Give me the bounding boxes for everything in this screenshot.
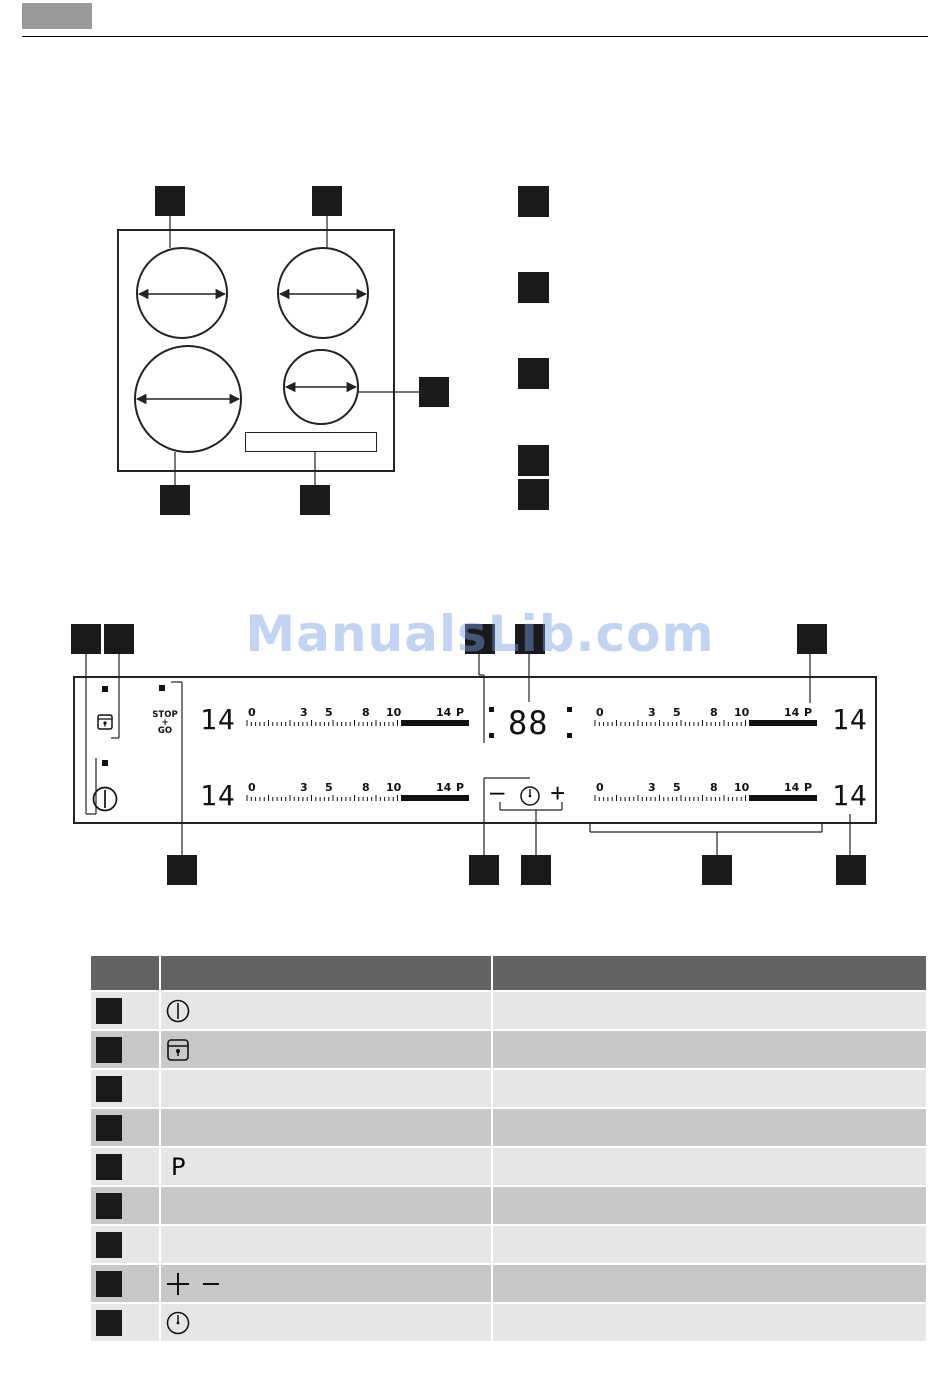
power-slider[interactable] [591, 779, 821, 814]
table-row [91, 1265, 926, 1302]
row-marker [96, 1271, 122, 1297]
row-marker [96, 1115, 122, 1141]
scale-label: 8 [710, 781, 718, 794]
table-header [91, 956, 926, 990]
scale-label: P [804, 781, 813, 794]
scale-label: 3 [300, 706, 308, 719]
scale-label: 0 [596, 706, 604, 719]
row-description [493, 1265, 926, 1302]
row-description [493, 1304, 926, 1341]
legend-marker [518, 186, 549, 217]
scale-label: 10 [734, 706, 750, 719]
row-marker [96, 998, 122, 1024]
scale-label: 5 [673, 706, 681, 719]
scale-label: 0 [596, 781, 604, 794]
slider-boost-bar [401, 795, 469, 801]
symbol-table [91, 956, 926, 1343]
zone-dot [567, 733, 572, 738]
slider-boost-bar [749, 720, 817, 726]
on-off-icon[interactable] [91, 785, 119, 813]
zone-level-display: 14 [832, 779, 868, 812]
scale-label: P [804, 706, 813, 719]
row-text [161, 1070, 491, 1107]
timer-icon [165, 1310, 191, 1336]
scale-label: 14 [436, 706, 452, 719]
power-slider[interactable] [243, 779, 473, 814]
scale-label: 10 [386, 706, 402, 719]
plus-minus-symbols [165, 1271, 221, 1297]
table-row [91, 1109, 926, 1146]
table-row [91, 1031, 926, 1068]
row-marker [96, 1232, 122, 1258]
table-row [91, 1304, 926, 1341]
table-row [91, 992, 926, 1029]
zone-dot [489, 733, 494, 738]
scale-label: 14 [436, 781, 452, 794]
row-description [493, 1187, 926, 1224]
scale-label: 8 [710, 706, 718, 719]
scale-label: 8 [362, 781, 370, 794]
legend-marker [518, 358, 549, 389]
timer-minus-button[interactable]: – [490, 776, 505, 806]
row-marker [96, 1193, 122, 1219]
indicator-led [159, 685, 165, 691]
row-description [493, 1031, 926, 1068]
table-header-cell [91, 956, 159, 990]
table-row [91, 1187, 926, 1224]
row-marker [96, 1154, 122, 1180]
row-description [493, 1070, 926, 1107]
table-header-cell [161, 956, 491, 990]
scale-label: 3 [648, 781, 656, 794]
scale-label: 5 [325, 781, 333, 794]
scale-label: 3 [648, 706, 656, 719]
scale-label: 14 [784, 781, 800, 794]
scale-label: 10 [386, 781, 402, 794]
row-marker [96, 1037, 122, 1063]
lock-icon [165, 1037, 191, 1063]
scale-label: 10 [734, 781, 750, 794]
power-slider[interactable] [243, 704, 473, 739]
scale-label: 0 [248, 706, 256, 719]
hob-arrows [0, 0, 950, 560]
table-header-cell [493, 956, 926, 990]
scale-label: 3 [300, 781, 308, 794]
legend-marker [518, 479, 549, 510]
row-marker [96, 1076, 122, 1102]
zone-dot [567, 707, 572, 712]
table-row [91, 1226, 926, 1263]
stop-go-button[interactable]: STOP + GO [152, 710, 178, 736]
slider-boost-bar [401, 720, 469, 726]
on-off-icon [165, 998, 191, 1024]
row-description [493, 1109, 926, 1146]
row-description [493, 1226, 926, 1263]
row-text [161, 1226, 491, 1263]
legend-marker [518, 272, 549, 303]
row-marker [96, 1310, 122, 1336]
scale-label: 0 [248, 781, 256, 794]
watermark: ManualsLib.com [245, 605, 715, 663]
power-slider[interactable] [591, 704, 821, 739]
slider-boost-bar [749, 795, 817, 801]
timer-display: 88 [508, 704, 549, 742]
table-row [91, 1148, 926, 1185]
row-description [493, 992, 926, 1029]
timer-icon[interactable] [519, 785, 541, 807]
scale-label: 8 [362, 706, 370, 719]
legend-marker [518, 445, 549, 476]
zone-level-display: 14 [832, 703, 868, 736]
zone-dot [489, 707, 494, 712]
scale-label: 5 [673, 781, 681, 794]
row-text [161, 1109, 491, 1146]
timer-plus-button[interactable]: + [550, 778, 566, 808]
row-description [493, 1148, 926, 1185]
plus-icon [165, 1271, 191, 1297]
zone-level-display: 14 [200, 703, 236, 736]
zone-level-display: 14 [200, 779, 236, 812]
lock-icon[interactable] [96, 713, 114, 731]
scale-label: 14 [784, 706, 800, 719]
scale-label: P [456, 781, 465, 794]
minus-icon [201, 1271, 221, 1297]
power-boost-symbol: P [171, 1152, 186, 1181]
scale-label: 5 [325, 706, 333, 719]
indicator-led [102, 686, 108, 692]
table-row [91, 1070, 926, 1107]
scale-label: P [456, 706, 465, 719]
row-text [161, 1187, 491, 1224]
indicator-led [102, 760, 108, 766]
